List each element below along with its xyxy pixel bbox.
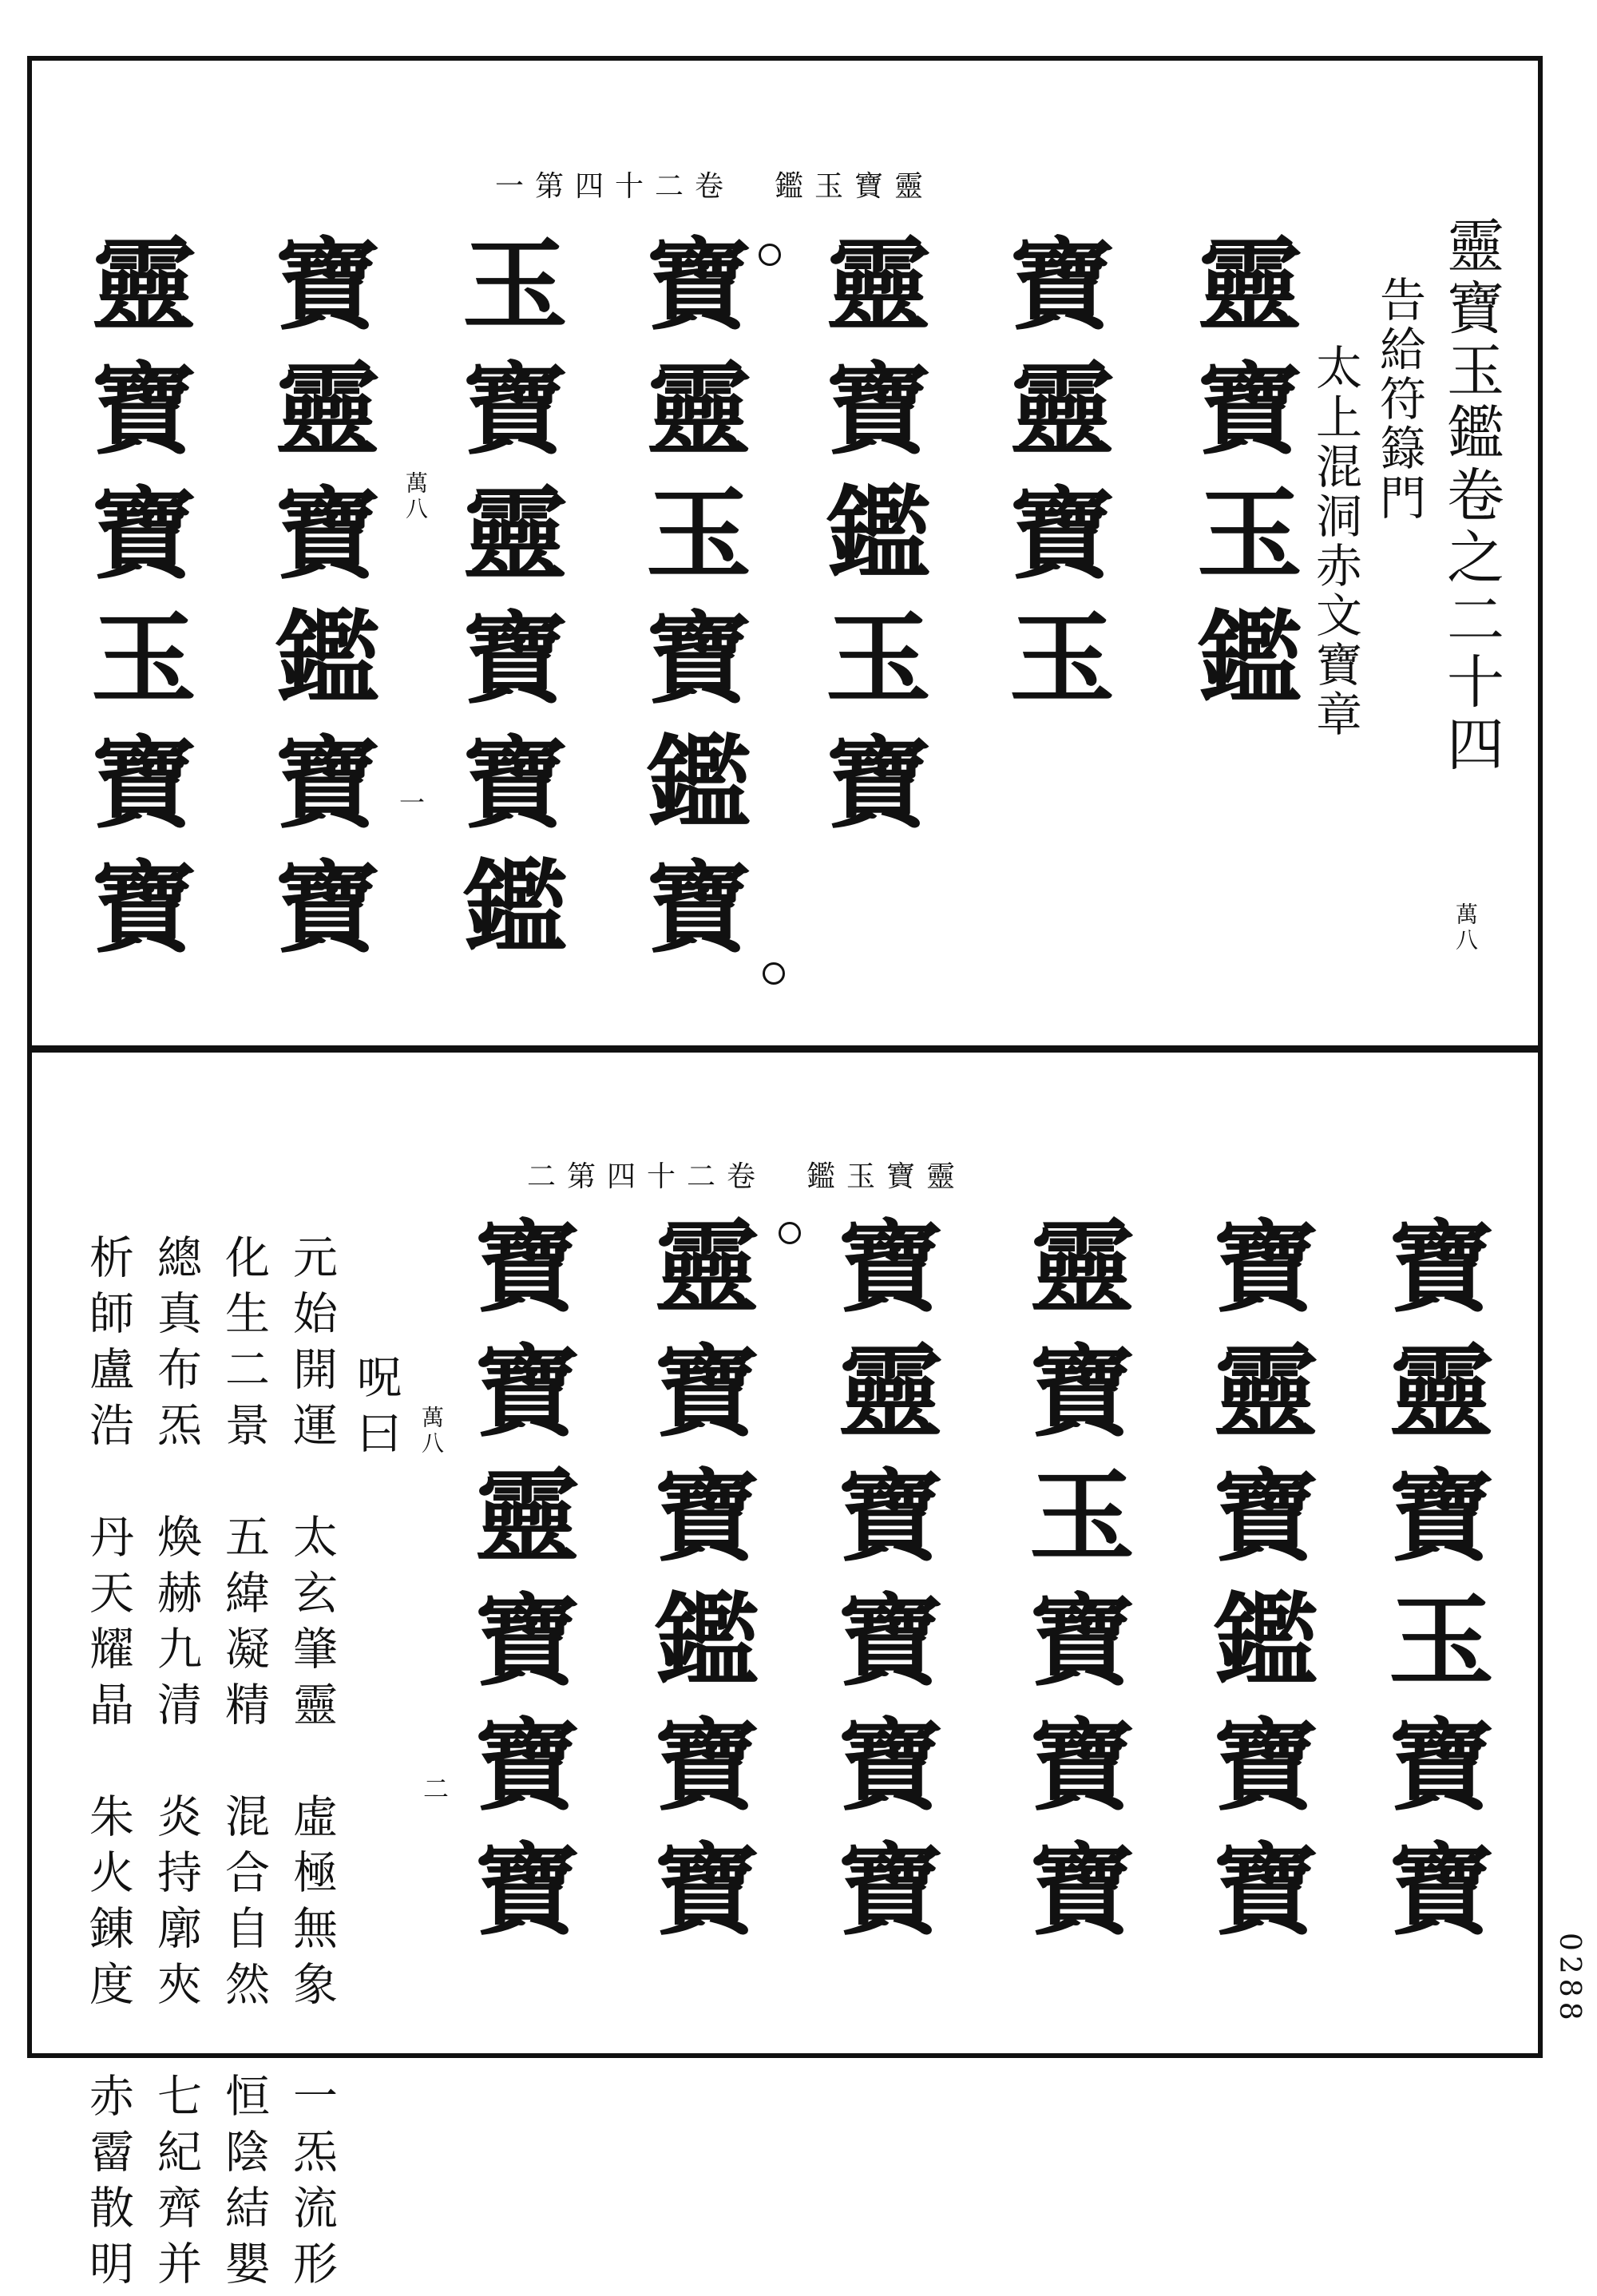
bottom-page-two-mark: 二: [423, 1774, 450, 1804]
bottom-seal-column-3: 靈寶玉寶寶寶: [1012, 1214, 1136, 1961]
page-number: 0288: [1553, 1933, 1586, 2025]
bottom-margin-mark: 萬八: [418, 1406, 445, 1457]
top-seal-column-2: 寶靈寶玉: [992, 232, 1116, 730]
incantation-line-1: 元始開運 太玄肇靈 虛極無象 一炁流形: [286, 1234, 338, 2296]
top-subtitle: 太上混洞赤文寶章: [1308, 343, 1362, 740]
bottom-seal-column-1: 寶靈寶玉寶寶: [1371, 1214, 1496, 1961]
incantation-line-3: 總真布炁 煥赫九清 炎持廓夾 七紀齊并: [150, 1234, 202, 2296]
top-seal-column-6: 寶靈寶鑑寶寶: [257, 232, 382, 979]
top-circle-mark: [759, 244, 781, 266]
bottom-seal-column-2: 寶靈寶鑑寶寶: [1195, 1214, 1320, 1961]
bottom-seal-column-5: 靈寶寶鑑寶寶: [636, 1214, 761, 1961]
top-seal-column-1: 靈寶玉鑑: [1179, 232, 1304, 730]
top-margin-mark: 萬八: [1452, 902, 1479, 954]
bottom-circle-mark: [779, 1222, 801, 1244]
bottom-seal-column-4: 寶靈寶寶寶寶: [820, 1214, 945, 1961]
incantation-line-2: 化生二景 五緯凝精 混合自然 恒陰結嬰: [218, 1234, 270, 2296]
top-section: 告給符籙門: [1372, 276, 1426, 523]
top-seal-column-5: 玉寶靈寶寶鑑: [445, 232, 569, 979]
incantation-line-4: 析師盧浩 丹天耀晶 朱火錬度 赤霤散明: [82, 1234, 134, 2296]
top-page-header: 一第四十二卷 鑑玉寶靈: [495, 170, 935, 203]
top-circle-mark-lower: [763, 962, 785, 985]
top-title: 靈寶玉鑑卷之二十四: [1437, 216, 1504, 776]
top-seal-column-7: 靈寶寶玉寶寶: [73, 232, 198, 979]
bottom-page-header: 二第四十二卷 鑑玉寶靈: [527, 1160, 967, 1193]
bottom-seal-column-6: 寶寶靈寶寶寶: [457, 1214, 581, 1961]
top-dash: 一: [399, 787, 426, 818]
top-seal-column-3: 靈寶鑑玉寶: [808, 232, 933, 855]
zhou-label: 呪曰: [350, 1354, 402, 1465]
top-seal-column-4: 寶靈玉寶鑑寶: [628, 232, 753, 979]
top-side-mark: 萬八: [402, 471, 429, 522]
